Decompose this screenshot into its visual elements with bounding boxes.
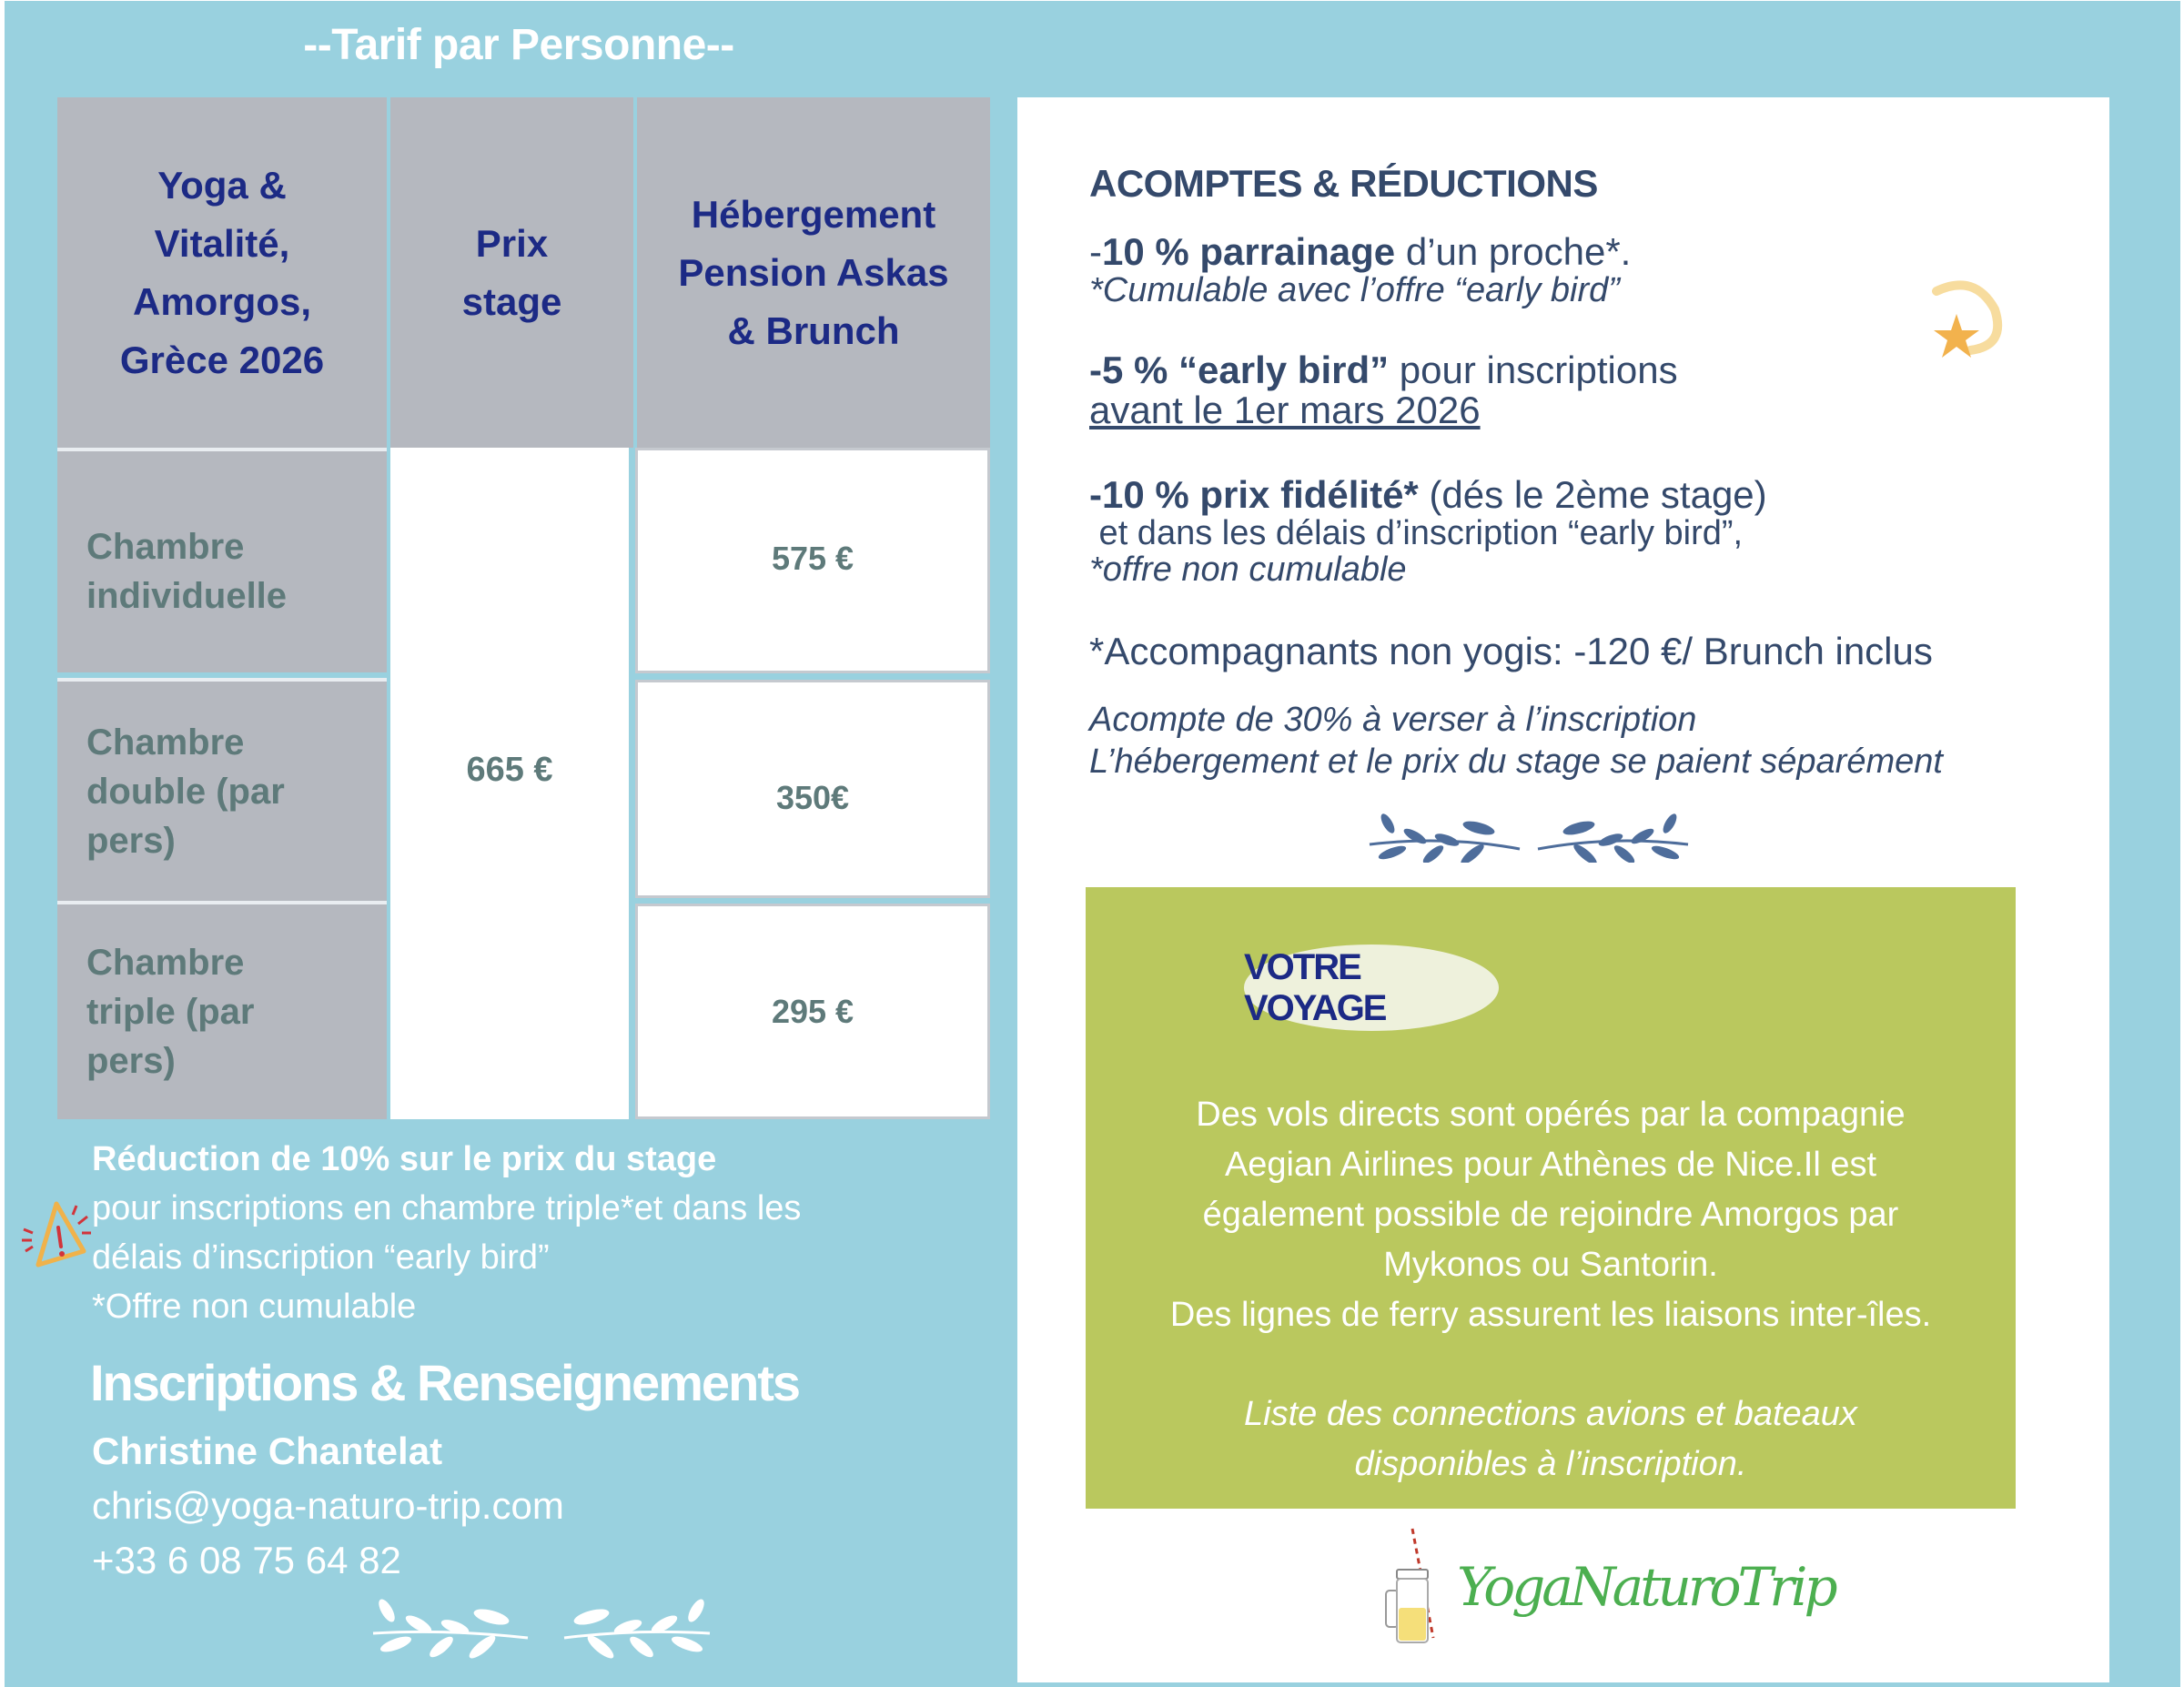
contact-phone[interactable]: +33 6 08 75 64 82 <box>92 1539 401 1581</box>
header-cell-hebergement <box>637 97 990 448</box>
deposit-line: Acompte de 30% à verser à l’inscription <box>1089 701 1697 739</box>
header-line: Pension Askas <box>678 250 949 294</box>
discount-rest: d’un proche*. <box>1395 230 1632 273</box>
header-line: Vitalité, <box>154 221 290 265</box>
row-label-line: triple (par <box>86 992 255 1032</box>
reduction-note-line: pour inscriptions en chambre triple*et dans les <box>92 1189 802 1227</box>
discount-prefix: - <box>1089 230 1102 273</box>
row-label-line: Chambre <box>86 526 245 567</box>
discount-early-bird <box>1089 350 1908 430</box>
contact-name: Christine Chantelat <box>92 1429 443 1472</box>
accommodation-cell-triple <box>635 904 990 1119</box>
header-line: Yoga & <box>157 163 287 207</box>
discount-deadline: avant le 1er mars 2026 <box>1089 389 1481 431</box>
accommodation-cell-double <box>635 680 990 898</box>
voyage-italic-line: Liste des connections avions et bateaux <box>1244 1395 1857 1433</box>
voyage-line: Mykonos ou Santorin. <box>1383 1246 1718 1284</box>
discount-condition: et dans les délais d’inscription “early bird”, <box>1089 514 1744 552</box>
voyage-italic-line: disponibles à l’inscription. <box>1354 1445 1747 1483</box>
voyage-line: également possible de rejoindre Amorgos par <box>1202 1196 1899 1234</box>
laurel-decoration-icon <box>364 1597 719 1661</box>
discount-parrainage <box>1089 232 1908 308</box>
mason-jar-icon <box>1379 1520 1451 1647</box>
header-line: Prix <box>475 221 549 265</box>
header-cell-retreat <box>57 97 387 448</box>
accommodation-price: 575 € <box>771 540 854 577</box>
row-label-line: Chambre <box>86 943 245 983</box>
warning-icon <box>20 1197 93 1269</box>
stage-price: 665 € <box>466 750 553 789</box>
row-label-line: pers) <box>86 820 176 861</box>
accommodation-cell-individuelle <box>635 448 990 673</box>
header-line: Amorgos, <box>132 279 311 323</box>
deposit-info <box>1089 699 1943 783</box>
row-label-triple <box>57 901 387 1119</box>
contact-title: Inscriptions & Renseignements <box>90 1354 800 1411</box>
reduction-note <box>92 1135 966 1331</box>
pricing-title: --Tarif par Personne-- <box>303 21 734 69</box>
header-line: Hébergement <box>691 192 936 236</box>
row-label-line: pers) <box>86 1041 176 1081</box>
accommodation-price: 295 € <box>771 992 854 1030</box>
voyage-description <box>1086 1090 2016 1340</box>
voyage-line: Des vols directs sont opérés par la compagnie <box>1196 1096 1906 1134</box>
logo-text: YogaNaturoTrip <box>1457 1556 1835 1618</box>
discount-note: *Cumulable avec l’offre “early bird” <box>1089 271 1620 309</box>
reduction-note-line: délais d’inscription “early bird” <box>92 1238 550 1277</box>
discount-bold: 10 % parrainage <box>1102 230 1396 273</box>
row-label-line: Chambre <box>86 722 245 763</box>
reduction-note-line: *Offre non cumulable <box>92 1288 417 1326</box>
logo <box>1379 1520 1835 1647</box>
voyage-connections-note <box>1086 1389 2016 1490</box>
header-line: Grèce 2026 <box>119 338 325 381</box>
header-line: & Brunch <box>727 308 900 352</box>
row-label-individuelle <box>57 448 387 672</box>
voyage-badge: VOTRE VOYAGE <box>1244 945 1499 1031</box>
discount-bold: -10 % prix fidélité* <box>1089 473 1419 516</box>
row-label-line: individuelle <box>86 575 288 616</box>
reduction-note-title: Réduction de 10% sur le prix du stage <box>92 1140 717 1178</box>
contact-block <box>92 1424 564 1588</box>
accommodation-price: 350€ <box>775 779 850 816</box>
header-cell-prix-stage <box>390 97 633 448</box>
discount-rest: (dés le 2ème stage) <box>1418 473 1767 516</box>
stage-price-cell <box>390 448 629 1119</box>
accompagnants-note: *Accompagnants non yogis: -120 €/ Brunch inclus <box>1089 630 1933 672</box>
laurel-decoration-icon <box>1365 813 1693 863</box>
discount-note: *offre non cumulable <box>1089 551 1407 589</box>
discount-rest: pour inscriptions <box>1389 349 1678 391</box>
shooting-star-icon <box>1920 278 2011 369</box>
acomptes-title: ACOMPTES & RÉDUCTIONS <box>1089 162 1598 205</box>
row-label-line: double (par <box>86 771 285 812</box>
contact-email[interactable]: chris@yoga-naturo-trip.com <box>92 1484 564 1527</box>
header-line: stage <box>461 279 562 323</box>
row-label-double <box>57 678 387 901</box>
deposit-line: L’hébergement et le prix du stage se paient séparément <box>1089 742 1943 781</box>
discount-fidelite <box>1089 475 1908 588</box>
voyage-line: Des lignes de ferry assurent les liaisons inter-îles. <box>1169 1296 1932 1334</box>
discount-bold: -5 % “early bird” <box>1089 349 1390 391</box>
voyage-line: Aegian Airlines pour Athènes de Nice.Il est <box>1224 1146 1877 1184</box>
